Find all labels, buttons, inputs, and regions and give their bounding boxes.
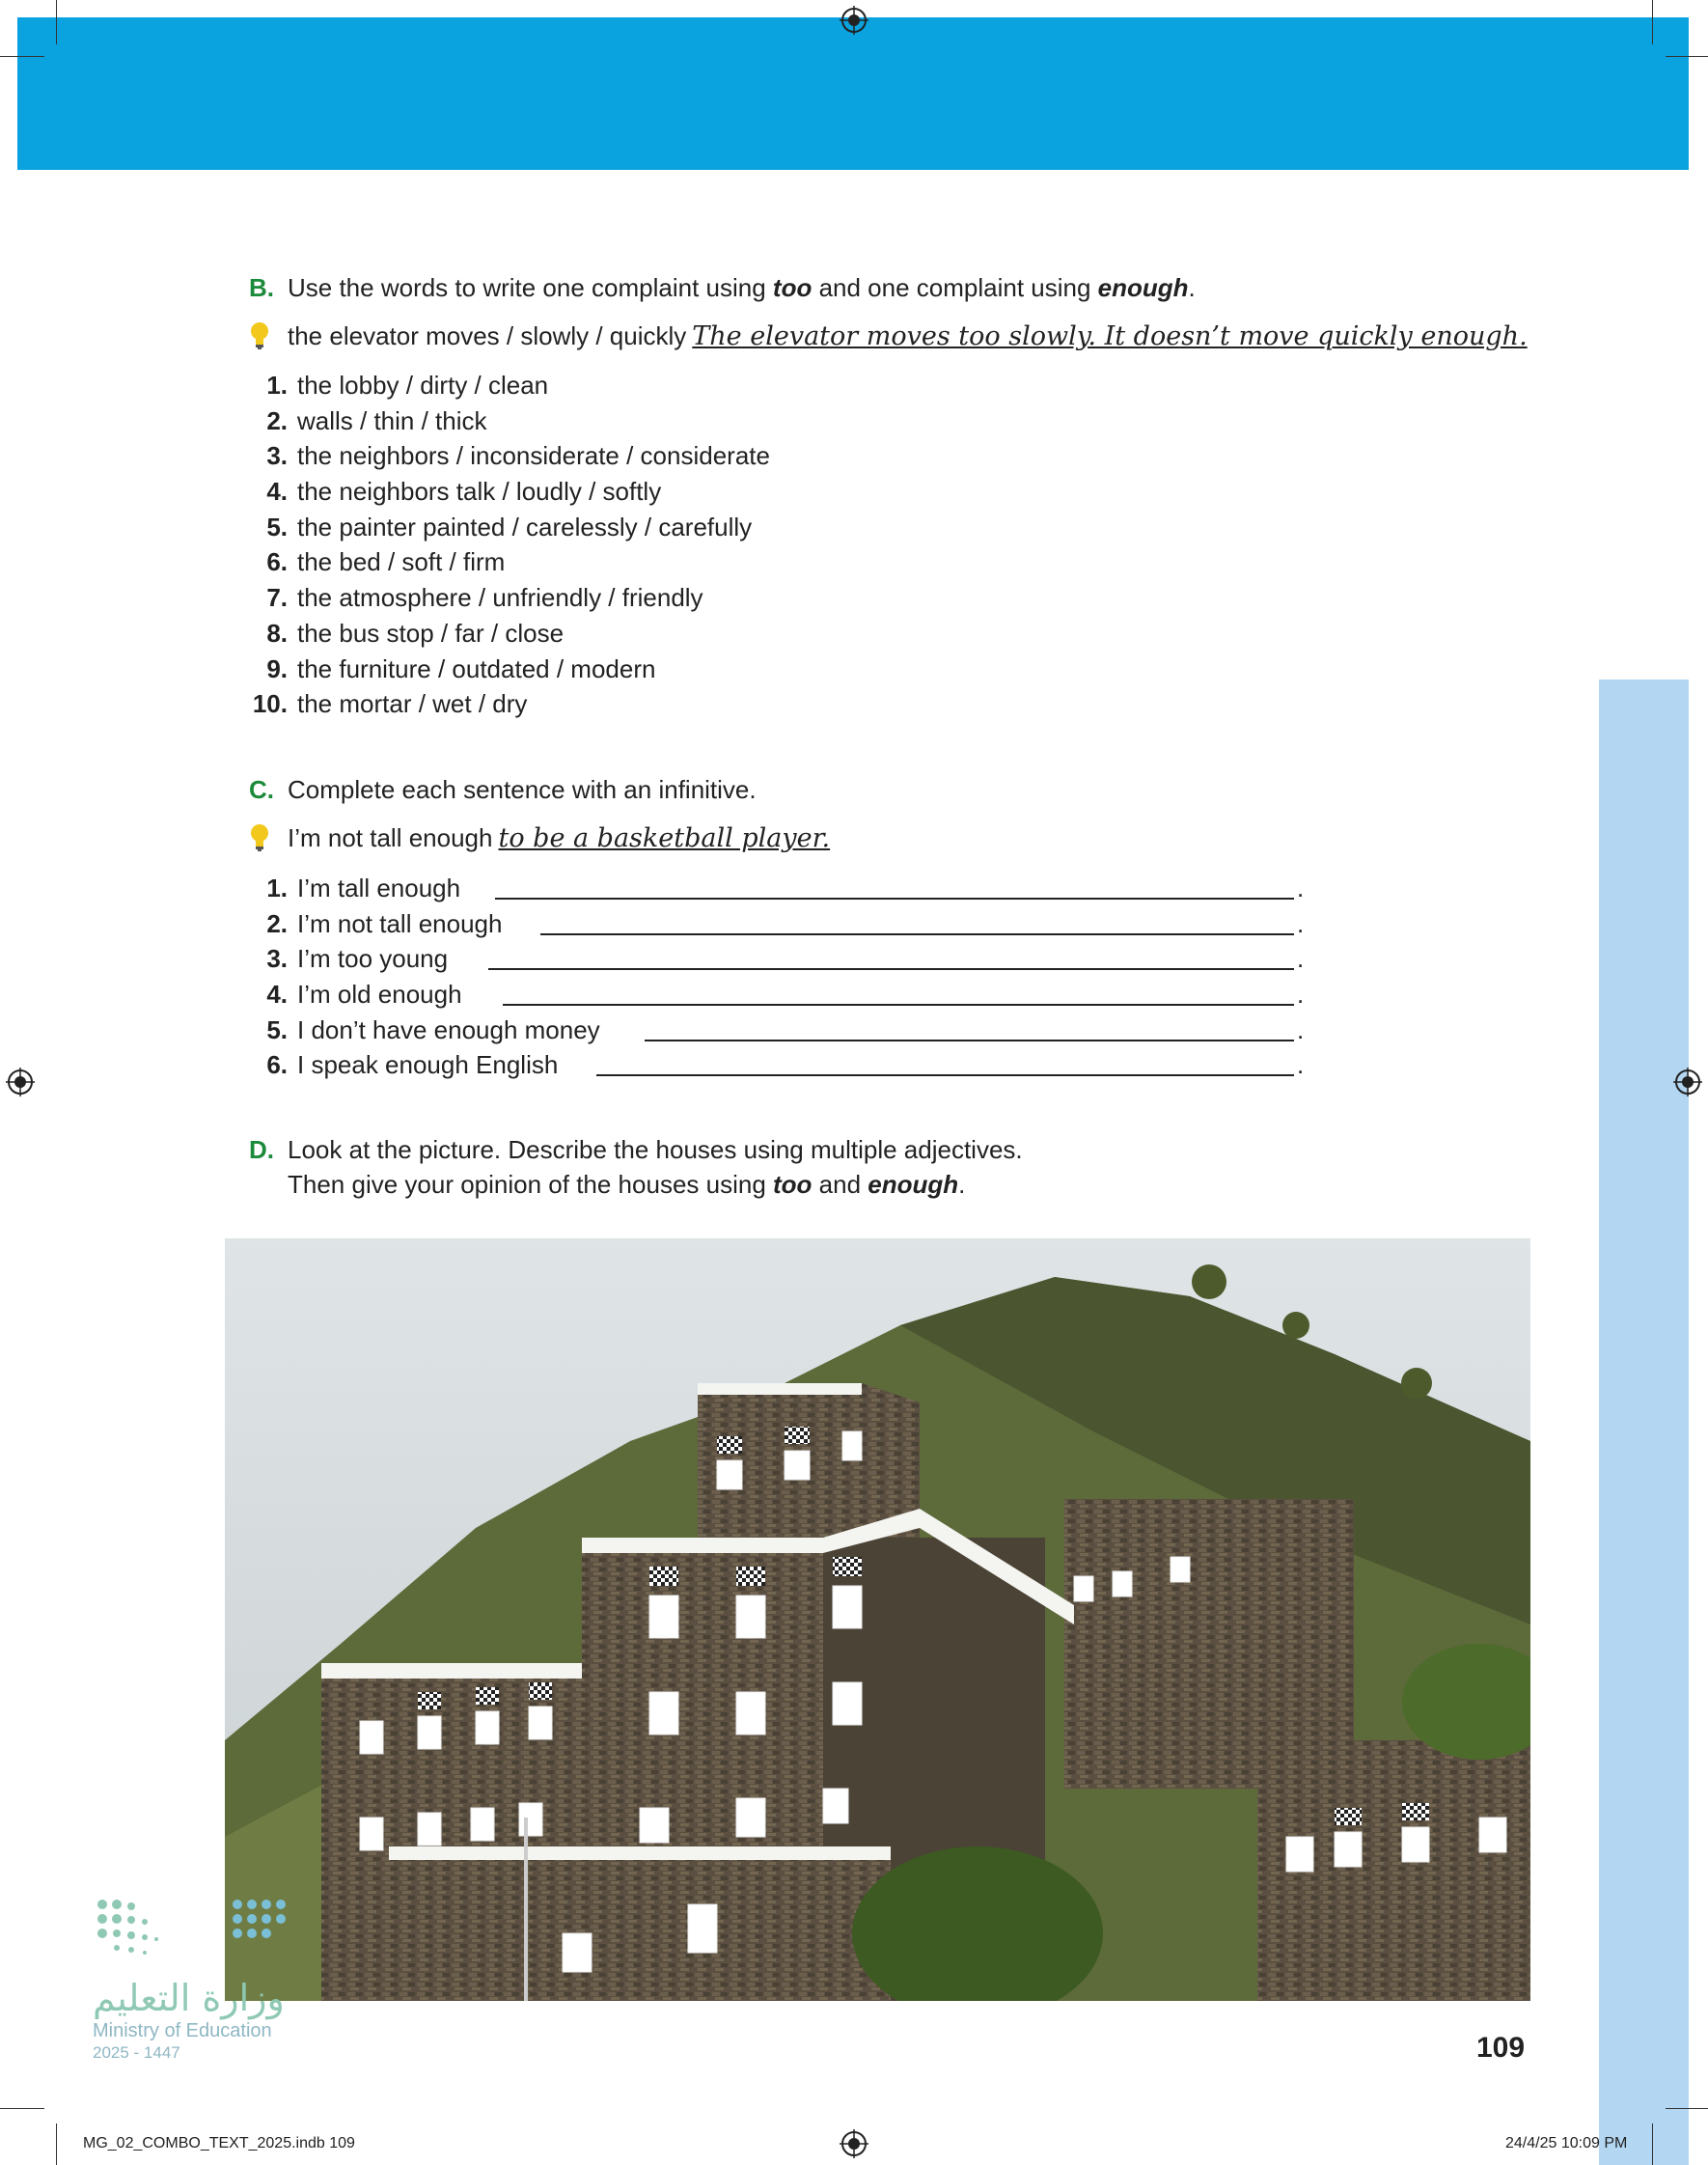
keyword-enough: enough <box>1097 273 1189 302</box>
ministry-logo <box>93 1895 315 2078</box>
list-item <box>249 906 1345 942</box>
instruction-text: Use the words to write one complaint using <box>288 273 773 302</box>
item-text: the mortar / wet / dry <box>297 689 528 719</box>
side-tab-band <box>1599 680 1689 2165</box>
crop-mark <box>0 56 44 57</box>
item-text: the atmosphere / unfriendly / friendly <box>297 583 703 613</box>
list-item <box>249 616 770 652</box>
stone-houses-illustration <box>225 1238 1530 2001</box>
item-number: 4. <box>266 477 288 507</box>
item-text: I’m too young <box>297 944 449 974</box>
answer-blank[interactable] <box>596 1053 1294 1076</box>
list-item <box>249 652 770 687</box>
section-c-list <box>249 871 1345 1083</box>
answer-blank[interactable] <box>645 1018 1294 1041</box>
section-b-example <box>288 319 1528 354</box>
item-text: the bus stop / far / close <box>297 618 565 648</box>
item-number: 6. <box>266 1050 288 1080</box>
example-prompt: the elevator moves / slowly / quickly <box>288 321 687 350</box>
sentence-period: . <box>1297 1050 1305 1080</box>
keyword-too: too <box>772 273 813 302</box>
item-number: 1. <box>266 371 288 400</box>
item-number: 9. <box>266 653 288 683</box>
answer-blank[interactable] <box>503 983 1294 1006</box>
list-item <box>249 510 770 545</box>
stone-houses-photo <box>225 1238 1530 2001</box>
list-item <box>249 1013 1345 1048</box>
list-item <box>249 686 770 722</box>
section-c-example <box>288 820 830 856</box>
registration-mark-icon <box>1673 1068 1702 1096</box>
list-item <box>249 474 770 510</box>
item-text: the neighbors / inconsiderate / considerate <box>297 441 770 471</box>
instruction-text: and <box>812 1170 868 1199</box>
item-text: I’m not tall enough <box>297 908 503 938</box>
registration-mark-icon <box>840 6 868 35</box>
section-c-letter: C. <box>249 775 274 804</box>
item-number: 5. <box>266 1014 288 1044</box>
section-b-letter: B. <box>249 273 274 302</box>
crop-mark <box>56 0 57 44</box>
ministry-arabic-name: وزارة التعليم <box>93 1977 285 2019</box>
item-number: 2. <box>266 908 288 938</box>
instruction-text: . <box>958 1170 966 1199</box>
footer-file-info: MG_02_COMBO_TEXT_2025.indb 109 <box>83 2135 355 2151</box>
section-c-instruction <box>249 772 757 807</box>
page-number: 109 <box>1476 2032 1526 2064</box>
sentence-period: . <box>1297 944 1305 974</box>
list-item <box>249 977 1345 1013</box>
instruction-text: . <box>1188 273 1196 302</box>
example-answer: The elevator moves too slowly. It doesn’t move quickly enough. <box>692 321 1528 351</box>
item-number: 3. <box>266 441 288 471</box>
item-text: I’m old enough <box>297 980 462 1010</box>
crop-mark <box>0 2108 44 2109</box>
list-item <box>249 403 770 439</box>
ministry-english-name: Ministry of Education <box>93 2020 272 2041</box>
section-b-list <box>249 368 770 722</box>
item-number: 10. <box>252 689 288 719</box>
answer-blank[interactable] <box>540 912 1294 935</box>
item-text: walls / thin / thick <box>297 405 487 435</box>
example-answer: to be a basketball player. <box>498 823 831 853</box>
keyword-too: too <box>773 1170 813 1199</box>
answer-blank[interactable] <box>488 947 1294 970</box>
crop-mark <box>1666 2108 1708 2109</box>
item-text: the painter painted / carelessly / carefully <box>297 512 753 541</box>
crop-mark <box>1666 56 1708 57</box>
section-d-letter: D. <box>249 1135 274 1164</box>
list-item <box>249 941 1345 977</box>
item-number: 7. <box>266 583 288 613</box>
lightbulb-icon <box>249 823 270 852</box>
crop-mark <box>1652 2123 1653 2165</box>
item-number: 8. <box>266 618 288 648</box>
item-text: I speak enough English <box>297 1050 559 1080</box>
item-text: the bed / soft / firm <box>297 547 506 577</box>
keyword-enough: enough <box>868 1170 959 1199</box>
item-text: the neighbors talk / loudly / softly <box>297 477 662 507</box>
crop-mark <box>56 2123 57 2165</box>
sentence-period: . <box>1297 980 1305 1010</box>
footer-date: 24/4/25 10:09 PM <box>1505 2135 1628 2151</box>
sentence-period: . <box>1297 1014 1305 1044</box>
registration-mark-icon <box>840 2129 868 2158</box>
list-item <box>249 368 770 403</box>
item-text: the furniture / outdated / modern <box>297 653 656 683</box>
instruction-text: Look at the picture. Describe the houses using multiple adjectives. <box>288 1135 1023 1164</box>
list-item <box>249 1047 1345 1083</box>
instruction-text: Then give your opinion of the houses using <box>288 1170 774 1199</box>
item-number: 2. <box>266 405 288 435</box>
item-text: I’m tall enough <box>297 874 461 902</box>
list-item <box>249 544 770 580</box>
item-text: I don’t have enough money <box>297 1014 600 1044</box>
instruction-text: and one complaint using <box>812 273 1098 302</box>
item-number: 1. <box>266 874 288 902</box>
section-b-instruction <box>249 270 1196 305</box>
item-number: 6. <box>266 547 288 577</box>
list-item <box>249 580 770 616</box>
example-prompt: I’m not tall enough <box>288 823 493 852</box>
list-item <box>249 871 1345 906</box>
item-number: 5. <box>266 512 288 541</box>
sentence-period: . <box>1297 908 1305 938</box>
sentence-period: . <box>1297 874 1305 902</box>
ministry-year: 2025 - 1447 <box>93 2043 180 2062</box>
ministry-dots-icon <box>93 1895 315 1972</box>
answer-blank[interactable] <box>495 876 1294 900</box>
item-number: 4. <box>266 980 288 1010</box>
registration-mark-icon <box>6 1068 35 1096</box>
crop-mark <box>1652 0 1653 44</box>
lightbulb-icon <box>249 321 270 350</box>
header-band <box>17 17 1689 170</box>
instruction-text: Complete each sentence with an infinitive. <box>288 775 757 804</box>
list-item <box>249 438 770 474</box>
item-text: the lobby / dirty / clean <box>297 371 549 400</box>
section-d-instruction <box>249 1132 1023 1202</box>
item-number: 3. <box>266 944 288 974</box>
